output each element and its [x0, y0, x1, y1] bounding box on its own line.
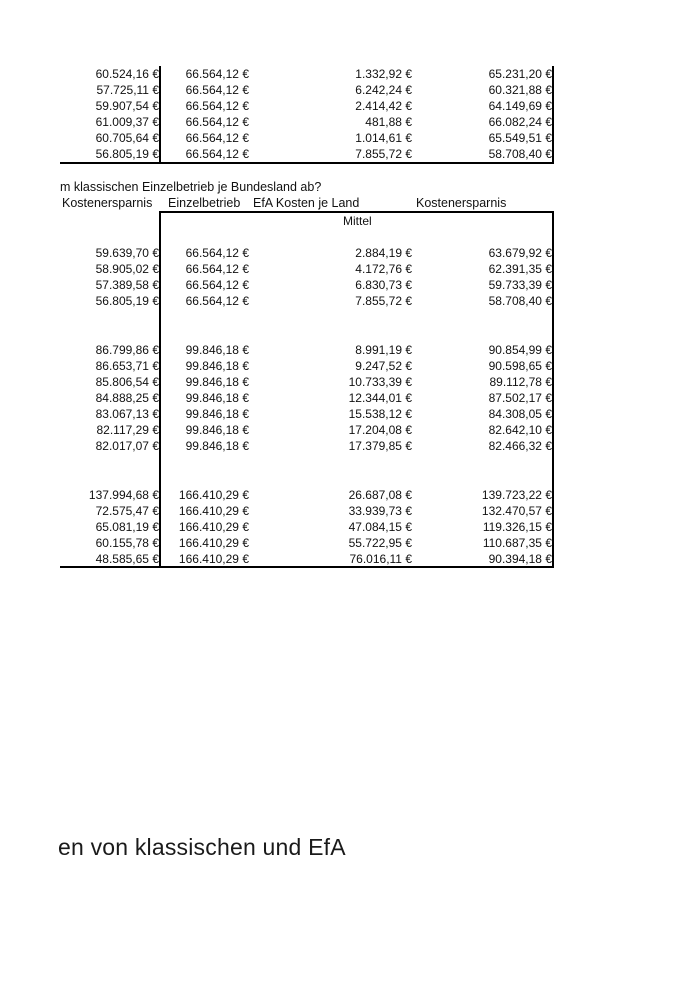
bottom-cell: 84.888,25 €	[95, 391, 159, 405]
bottom-cell: 58.708,40 €	[488, 294, 552, 308]
bottom-cell: 99.846,18 €	[185, 439, 249, 453]
top-cell: 60.705,64 €	[95, 131, 159, 145]
bottom-cell: 86.653,71 €	[95, 359, 159, 373]
top-cell: 65.231,20 €	[488, 67, 552, 81]
bottom-cell: 17.379,85 €	[348, 439, 412, 453]
bottom-table-bottom-border	[60, 566, 554, 568]
bottom-cell: 83.067,13 €	[95, 407, 159, 421]
column-header-kostenersparnis-2: Kostenersparnis	[416, 196, 507, 210]
footer-heading: en von klassischen und EfA	[58, 834, 346, 860]
bottom-cell: 110.687,35 €	[482, 536, 552, 550]
bottom-cell: 90.394,18 €	[488, 552, 552, 566]
bottom-cell: 82.017,07 €	[95, 439, 159, 453]
top-cell: 60.321,88 €	[488, 83, 552, 97]
bottom-cell: 63.679,92 €	[488, 246, 552, 260]
top-cell: 58.708,40 €	[488, 147, 552, 161]
section-question: m klassischen Einzelbetrieb je Bundesland ab?	[60, 180, 322, 194]
bottom-table-right-border	[552, 211, 554, 568]
bottom-cell: 166.410,29 €	[178, 504, 249, 518]
top-cell: 7.855,72 €	[355, 147, 412, 161]
bottom-cell: 99.846,18 €	[185, 391, 249, 405]
top-cell: 59.907,54 €	[95, 99, 159, 113]
top-cell: 64.149,69 €	[488, 99, 552, 113]
top-table-divider	[159, 66, 161, 164]
bottom-cell: 139.723,22 €	[481, 488, 552, 502]
top-cell: 66.564,12 €	[185, 147, 249, 161]
bottom-cell: 33.939,73 €	[348, 504, 412, 518]
bottom-cell: 166.410,29 €	[178, 536, 249, 550]
bottom-cell: 66.564,12 €	[185, 246, 249, 260]
bottom-cell: 9.247,52 €	[355, 359, 412, 373]
top-cell: 66.564,12 €	[185, 83, 249, 97]
bottom-cell: 87.502,17 €	[488, 391, 552, 405]
bottom-cell: 84.308,05 €	[488, 407, 552, 421]
column-header-kostenersparnis: Kostenersparnis	[62, 196, 153, 210]
column-header-efa-kosten: EfA Kosten je Land	[253, 196, 360, 210]
bottom-cell: 10.733,39 €	[348, 375, 412, 389]
bottom-cell: 47.084,15 €	[348, 520, 412, 534]
bottom-cell: 99.846,18 €	[185, 359, 249, 373]
bottom-cell: 26.687,08 €	[348, 488, 412, 502]
bottom-cell: 86.799,86 €	[95, 343, 159, 357]
bottom-cell: 166.410,29 €	[178, 552, 249, 566]
top-cell: 61.009,37 €	[95, 115, 159, 129]
bottom-cell: 48.585,65 €	[95, 552, 159, 566]
bottom-cell: 137.994,68 €	[88, 488, 159, 502]
bottom-table-top-border	[159, 211, 554, 213]
top-cell: 66.082,24 €	[488, 115, 552, 129]
top-cell: 60.524,16 €	[95, 67, 159, 81]
top-cell: 1.332,92 €	[355, 67, 412, 81]
bottom-table-divider	[159, 211, 161, 568]
bottom-cell: 99.846,18 €	[185, 343, 249, 357]
bottom-cell: 82.117,29 €	[96, 423, 159, 437]
bottom-cell: 17.204,08 €	[348, 423, 412, 437]
bottom-cell: 58.905,02 €	[95, 262, 159, 276]
bottom-cell: 76.016,11 €	[349, 552, 412, 566]
bottom-cell: 82.642,10 €	[488, 423, 552, 437]
bottom-cell: 6.830,73 €	[355, 278, 412, 292]
top-cell: 66.564,12 €	[185, 131, 249, 145]
bottom-cell: 119.326,15 €	[482, 520, 552, 534]
bottom-cell: 89.112,78 €	[489, 375, 552, 389]
top-cell: 66.564,12 €	[185, 67, 249, 81]
top-cell: 6.242,24 €	[355, 83, 412, 97]
bottom-cell: 90.854,99 €	[488, 343, 552, 357]
bottom-cell: 15.538,12 €	[348, 407, 412, 421]
bottom-cell: 2.884,19 €	[355, 246, 412, 260]
bottom-cell: 56.805,19 €	[95, 294, 159, 308]
bottom-cell: 12.344,01 €	[348, 391, 412, 405]
bottom-cell: 59.733,39 €	[488, 278, 552, 292]
top-cell: 481,88 €	[365, 115, 412, 129]
top-table-bottom-border	[60, 162, 554, 164]
top-cell: 2.414,42 €	[355, 99, 412, 113]
bottom-cell: 7.855,72 €	[355, 294, 412, 308]
bottom-cell: 166.410,29 €	[178, 520, 249, 534]
bottom-cell: 99.846,18 €	[185, 407, 249, 421]
top-cell: 66.564,12 €	[185, 99, 249, 113]
bottom-cell: 99.846,18 €	[185, 375, 249, 389]
bottom-cell: 59.639,70 €	[95, 246, 159, 260]
bottom-cell: 166.410,29 €	[178, 488, 249, 502]
bottom-cell: 90.598,65 €	[488, 359, 552, 373]
bottom-cell: 4.172,76 €	[355, 262, 412, 276]
top-cell: 66.564,12 €	[185, 115, 249, 129]
top-cell: 57.725,11 €	[96, 83, 159, 97]
bottom-cell: 66.564,12 €	[185, 294, 249, 308]
bottom-cell: 66.564,12 €	[185, 278, 249, 292]
bottom-cell: 132.470,57 €	[481, 504, 552, 518]
bottom-cell: 60.155,78 €	[95, 536, 159, 550]
bottom-cell: 72.575,47 €	[95, 504, 159, 518]
top-cell: 1.014,61 €	[355, 131, 412, 145]
column-header-einzelbetrieb: Einzelbetrieb	[168, 196, 241, 210]
subheader-mittel: Mittel	[343, 214, 372, 228]
bottom-cell: 82.466,32 €	[488, 439, 552, 453]
top-cell: 56.805,19 €	[95, 147, 159, 161]
bottom-cell: 85.806,54 €	[95, 375, 159, 389]
top-table-right-border	[552, 66, 554, 164]
bottom-cell: 57.389,58 €	[95, 278, 159, 292]
bottom-cell: 65.081,19 €	[95, 520, 159, 534]
bottom-cell: 55.722,95 €	[348, 536, 412, 550]
bottom-cell: 8.991,19 €	[355, 343, 412, 357]
bottom-cell: 66.564,12 €	[185, 262, 249, 276]
top-cell: 65.549,51 €	[488, 131, 552, 145]
bottom-cell: 99.846,18 €	[185, 423, 249, 437]
bottom-cell: 62.391,35 €	[488, 262, 552, 276]
